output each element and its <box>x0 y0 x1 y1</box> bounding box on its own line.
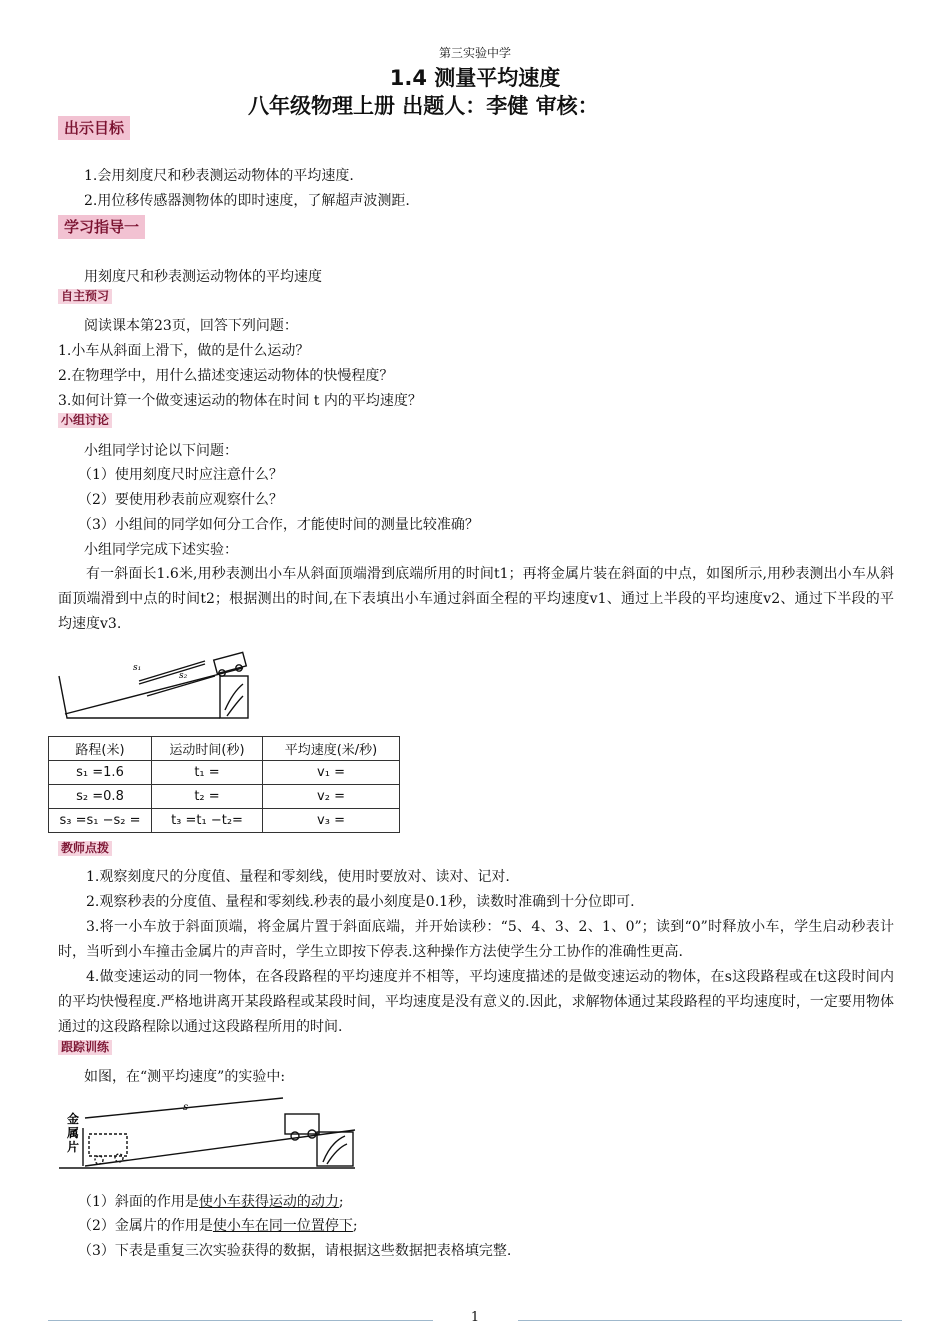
preview-tag: 自主预习 <box>58 289 112 304</box>
table-header: 路程(米) <box>49 737 152 761</box>
page-title: 1.4 测量平均速度 <box>389 66 561 90</box>
follow-question-3: （3）下表是重复三次实验获得的数据，请根据这些数据把表格填完整. <box>78 1243 512 1259</box>
group-question: （3）小组间的同学如何分工合作，才能使时间的测量比较准确？ <box>78 517 479 533</box>
goal-item: 2.用位移传感器测物体的即时速度，了解超声波测距. <box>84 193 410 209</box>
question-text: （2）金属片的作用是 <box>78 1218 213 1234</box>
table-cell: v₂ = <box>263 785 400 809</box>
teacher-tag: 教师点拨 <box>58 841 112 856</box>
page-subtitle: 八年级物理上册 出题人：李健 审核： <box>248 94 599 118</box>
table-cell: s₁ =1.6 <box>49 761 152 785</box>
table-header-row <box>49 737 400 761</box>
group-experiment: 小组同学完成下述实验： <box>84 542 238 558</box>
group-tag: 小组讨论 <box>58 413 112 428</box>
teacher-point: 4.做变速运动的同一物体，在各段路程的平均速度并不相等，平均速度描述的是做变速运动的物体，在s这段路程或在t这段时间内的平均快慢程度.严格地讲离开某段路程或某段时间，平均速度是没有意义的.因此，求解物体通过某段路程的平均速度时，一定要用物体通过的这段路程除以通过这段路程所用的时间. <box>58 969 894 1035</box>
question-end: ; <box>352 1218 358 1234</box>
table-header: 平均速度(米/秒) <box>263 737 400 761</box>
school-name: 第三实验中学 <box>438 46 511 60</box>
table-row <box>49 809 400 833</box>
metal-block <box>220 676 248 718</box>
experiment-paragraph: 有一斜面长1.6米,用秒表测出小车从斜面顶端滑到底端所用的时间t1；再将金属片装在斜面的中点，如图所示,用秒表测出小车从斜面顶端滑到中点的时间t2；根据测出的时间,在下表填出小车通过斜面全程的平均速度v1、通过上半段的平均速度v2、通过下半段的平均速度v3. <box>58 566 894 632</box>
incline-surface <box>85 1130 355 1166</box>
table-cell: t₁ = <box>152 761 263 785</box>
incline-surface <box>65 668 243 714</box>
table-cell: t₃ =t₁ −t₂= <box>152 809 263 833</box>
table-cell: v₁ = <box>263 761 400 785</box>
table-cell: t₂ = <box>152 785 263 809</box>
table-row <box>49 761 400 785</box>
teacher-point: 2.观察秒表的分度值、量程和零刻线.秒表的最小刻度是0.1秒，读数时准确到十分位即可. <box>86 894 635 910</box>
s1-arrow <box>139 661 205 681</box>
answer-text: 使小车在同一位置停下 <box>212 1218 353 1234</box>
plate-label: 属 <box>67 1126 80 1140</box>
s2-label: s₂ <box>179 671 188 681</box>
support-block <box>317 1132 353 1166</box>
follow-tag: 跟踪训练 <box>58 1040 112 1055</box>
group-question: （2）要使用秒表前应观察什么？ <box>78 492 283 508</box>
s-label: s <box>183 1102 189 1113</box>
table-row <box>49 785 400 809</box>
question-end: ; <box>338 1194 344 1210</box>
teacher-point: 1.观察刻度尺的分度值、量程和零刻线，使用时要放对、读对、记对. <box>86 869 510 885</box>
experiment-figure <box>55 1088 360 1176</box>
preview-question: 1.小车从斜面上滑下，做的是什么运动？ <box>58 343 310 359</box>
page-number: 1 <box>470 1310 480 1325</box>
plate-label: 片 <box>67 1140 80 1154</box>
table-cell: v₃ = <box>263 809 400 833</box>
follow-intro: 如图，在“测平均速度”的实验中: <box>84 1069 286 1085</box>
goal-item: 1.会用刻度尺和秒表测运动物体的平均速度. <box>84 168 354 184</box>
cart-dashed-icon <box>89 1134 127 1156</box>
question-text: （1）斜面的作用是 <box>78 1194 199 1210</box>
teacher-point: 3.将一小车放于斜面顶端，将金属片置于斜面底端，并开始读秒：“5、4、3、2、1、0”；读到“0”时释放小车，学生启动秒表计时，当听到小车撞击金属片的声音时，学生立即按下停表.这种操作方法使学生分工协作的准确性更高. <box>58 919 894 960</box>
follow-question-2 <box>78 1216 358 1236</box>
s1-label: s₁ <box>133 663 142 673</box>
group-question: （1）使用刻度尺时应注意什么？ <box>78 467 283 483</box>
guide-text: 用刻度尺和秒表测运动物体的平均速度 <box>84 269 322 285</box>
preview-question: 2.在物理学中，用什么描述变速运动物体的快慢程度？ <box>58 368 394 384</box>
data-table <box>48 736 400 833</box>
follow-question-1 <box>78 1192 344 1212</box>
group-intro: 小组同学讨论以下问题： <box>84 443 238 459</box>
table-cell: s₃ =s₁ −s₂ = <box>49 809 152 833</box>
goals-tag: 出示目标 <box>58 116 130 140</box>
preview-intro: 阅读课本第23页，回答下列问题： <box>84 318 298 334</box>
table-header: 运动时间(秒) <box>152 737 263 761</box>
plate-label: 金 <box>67 1112 80 1126</box>
preview-question: 3.如何计算一个做变速运动的物体在时间 t 内的平均速度？ <box>58 393 422 409</box>
answer-text: 使小车获得运动的动力 <box>198 1194 339 1210</box>
guide-tag: 学习指导一 <box>58 215 145 239</box>
incline-figure <box>55 640 255 722</box>
table-cell: s₂ =0.8 <box>49 785 152 809</box>
